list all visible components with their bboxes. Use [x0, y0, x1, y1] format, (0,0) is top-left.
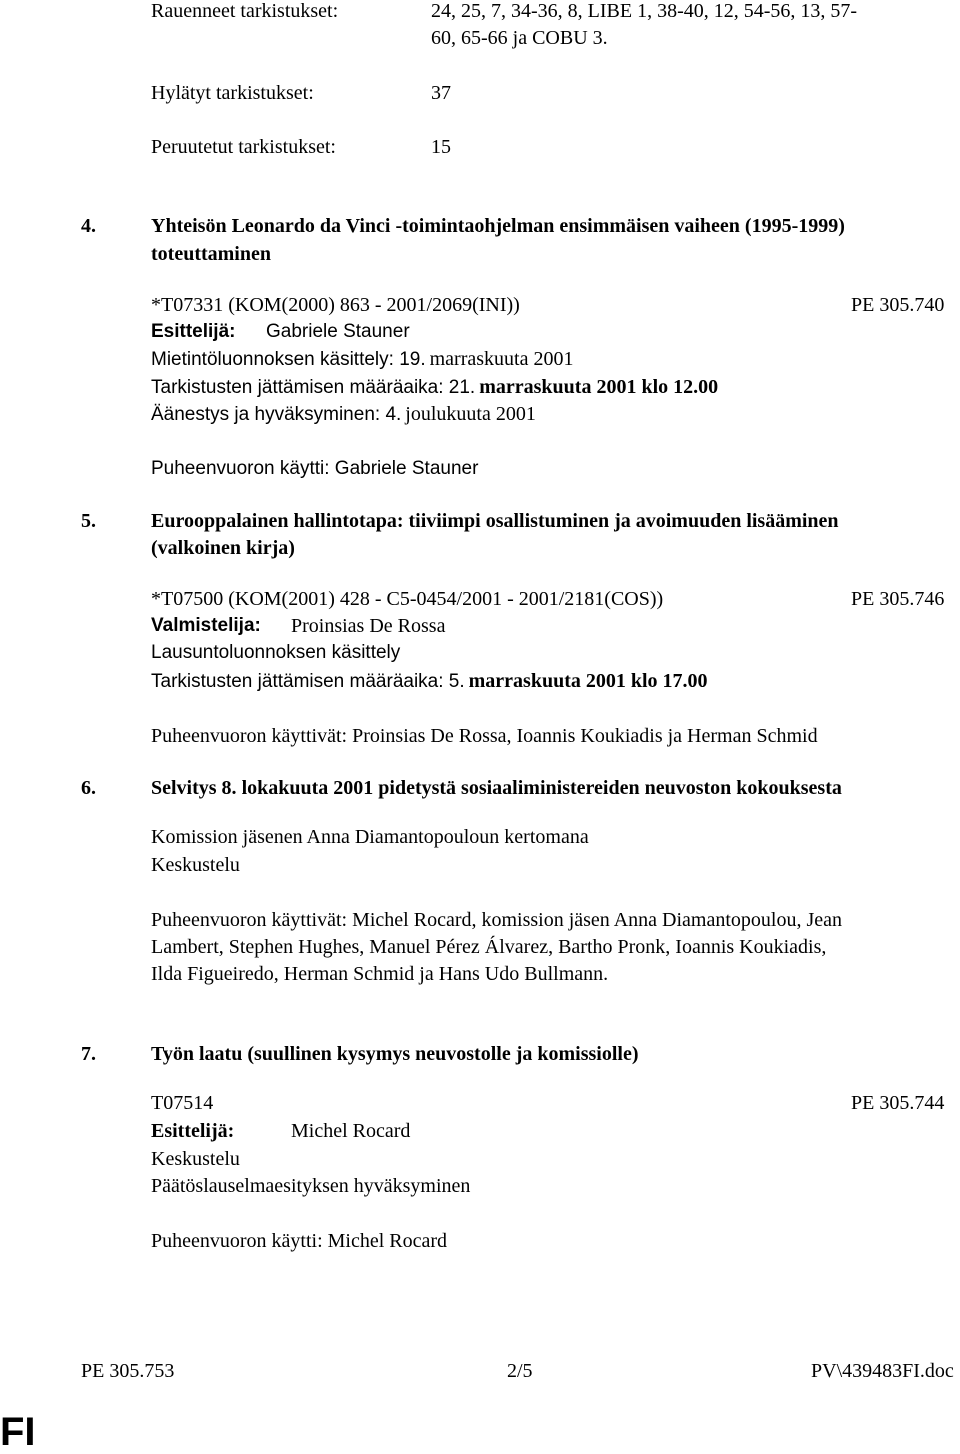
item5-speakers: Puheenvuoron käyttivät: Proinsias De Rossa, Ioannis Koukiadis ja Herman Schmid: [151, 725, 818, 747]
item5-ref: *T07500 (KOM(2001) 428 - C5-0454/2001 - 2001/2181(COS)): [151, 588, 664, 610]
item6-title: [151, 778, 842, 798]
item5-draftsman-name: Proinsias De Rossa: [291, 615, 446, 637]
item6-discussion: Keskustelu: [151, 854, 240, 876]
footer-document-ref: PE 305.753: [81, 1360, 175, 1382]
item4-vote-line: [151, 404, 536, 424]
item4-committee-label: Mietintöluonnoksen käsittely: 19.: [151, 349, 426, 370]
item4-rapporteur-name: Gabriele Stauner: [266, 321, 410, 342]
item6-speakers-line1: Puheenvuoron käyttivät: Michel Rocard, komission jäsen Anna Diamantopoulou, Jean: [151, 909, 842, 931]
item5-opinion: Lausuntoluonnoksen käsittely: [151, 642, 401, 663]
item4-deadline-label: Tarkistusten jättämisen määräaika: 21.: [151, 377, 476, 398]
item4-ref: *T07331 (KOM(2000) 863 - 2001/2069(INI)): [151, 294, 520, 316]
peruutetut-value: 15: [431, 136, 451, 158]
rauenneet-label: Rauenneet tarkistukset:: [151, 0, 339, 22]
item5-deadline-label: Tarkistusten jättämisen määräaika: 5.: [151, 671, 465, 692]
item4-committee-line: [151, 349, 573, 369]
footer-page-number: 2/5: [507, 1360, 533, 1382]
item7-speakers: Puheenvuoron käytti: Michel Rocard: [151, 1230, 448, 1252]
item4-title-line2: toteuttaminen: [151, 243, 271, 265]
item7-number: 7.: [81, 1043, 96, 1065]
item5-deadline-date: marraskuuta 2001 klo 17.00: [468, 670, 708, 692]
item6-title-part2: lokakuuta 2001 pidetystä sosiaaliministereiden neuvoston kokouksesta: [241, 777, 842, 799]
hylatyt-value: 37: [431, 82, 451, 104]
item7-ref: T07514: [151, 1092, 214, 1114]
rauenneet-value-line1: 24, 25, 7, 34-36, 8, LIBE 1, 38-40, 12, 54-56, 13, 57-: [431, 0, 858, 22]
item4-speakers: Puheenvuoron käytti: Gabriele Stauner: [151, 458, 479, 479]
item7-resolution: Päätöslauselmaesityksen hyväksyminen: [151, 1175, 471, 1197]
language-code: FI: [0, 1410, 36, 1454]
hylatyt-label: Hylätyt tarkistukset:: [151, 82, 314, 104]
item6-speakers-line3: Ilda Figueiredo, Herman Schmid ja Hans Udo Bullmann.: [151, 963, 609, 985]
item6-presenter: Komission jäsenen Anna Diamantopouloun kertomana: [151, 826, 589, 848]
item4-vote-label: Äänestys ja hyväksyminen: 4.: [151, 404, 402, 425]
item7-title: Työn laatu (suullinen kysymys neuvostolle ja komissiolle): [151, 1043, 639, 1065]
item5-deadline-line: [151, 671, 708, 691]
item5-draftsman-label: Valmistelija:: [151, 615, 261, 636]
item4-deadline-line: [151, 377, 718, 397]
item4-rapporteur-label: Esittelijä:: [151, 321, 236, 342]
item7-rapporteur-name: Michel Rocard: [291, 1120, 411, 1142]
item5-number: 5.: [81, 510, 96, 532]
footer-file-name: PV\439483FI.doc: [811, 1360, 954, 1382]
item6-speakers-line2: Lambert, Stephen Hughes, Manuel Pérez Álvarez, Bartho Pronk, Ioannis Koukiadis,: [151, 936, 827, 958]
item5-title-line1: Eurooppalainen hallintotapa: tiiviimpi osallistuminen ja avoimuuden lisääminen: [151, 510, 839, 532]
item6-number: 6.: [81, 777, 96, 799]
item5-pe: PE 305.746: [851, 588, 945, 610]
peruutetut-label: Peruutetut tarkistukset:: [151, 136, 336, 158]
item4-deadline-date: marraskuuta 2001 klo 12.00: [479, 376, 719, 398]
item4-number: 4.: [81, 215, 96, 237]
rauenneet-value-line2: 60, 65-66 ja COBU 3.: [431, 27, 608, 49]
item4-title-line1: Yhteisön Leonardo da Vinci -toimintaohjelman ensimmäisen vaiheen (1995-1999): [151, 215, 845, 237]
item7-rapporteur-label: Esittelijä:: [151, 1120, 235, 1142]
item4-committee-date: marraskuuta 2001: [429, 348, 574, 370]
item6-title-part1: Selvitys 8.: [151, 777, 237, 799]
item5-title-line2: (valkoinen kirja): [151, 537, 295, 559]
item4-pe: PE 305.740: [851, 294, 945, 316]
item7-discussion: Keskustelu: [151, 1148, 240, 1170]
item4-vote-date: joulukuuta 2001: [405, 403, 536, 425]
item7-pe: PE 305.744: [851, 1092, 945, 1114]
